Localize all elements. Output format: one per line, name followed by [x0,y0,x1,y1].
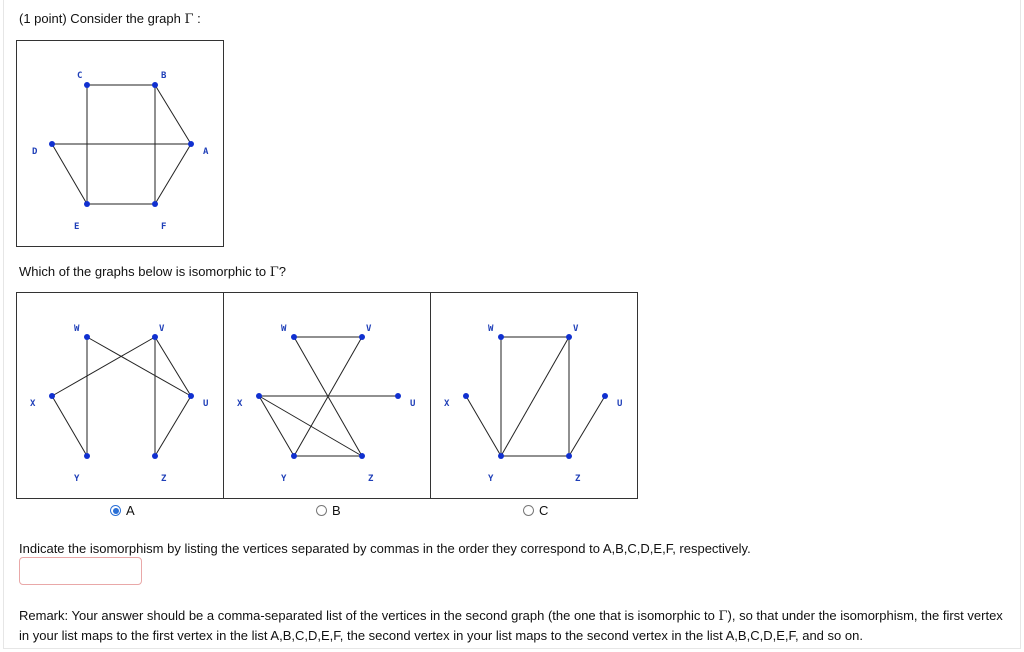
gamma-vertex-B [152,82,158,88]
choice-a-vertex-Y [84,453,90,459]
choice-a-vertex-label-Z: Z [161,474,167,484]
radio-option-b[interactable] [316,505,327,516]
choice-a-vertex-label-Y: Y [74,474,80,484]
choice-graph-b-canvas [224,293,430,498]
choice-a-vertex-W [84,334,90,340]
choice-b-vertex-U [395,393,401,399]
choice-a-vertex-V [152,334,158,340]
choice-c-vertex-label-V: V [573,324,579,334]
choice-b-vertex-label-W: W [281,324,287,334]
gamma-vertex-label-E: E [74,222,80,232]
gamma-symbol-2: Γ [269,265,279,280]
choice-b-vertex-label-Y: Y [281,474,287,484]
choice-b-vertex-label-Z: Z [368,474,374,484]
choice-c-vertex-X [463,393,469,399]
choice-c-vertex-U [602,393,608,399]
choice-b-vertex-label-U: U [410,399,416,409]
choice-b-vertex-label-V: V [366,324,372,334]
gamma-vertex-label-D: D [32,147,38,157]
choice-a-vertex-label-X: X [30,399,36,409]
graph-gamma-canvas [17,41,223,246]
option-b-label: B [332,503,341,518]
choice-b-vertex-V [359,334,365,340]
choice-c-vertex-Z [566,453,572,459]
choice-a-vertex-label-U: U [203,399,209,409]
choice-b-vertex-W [291,334,297,340]
remark-text [19,606,1004,645]
question-intro-suffix: : [193,11,201,26]
instruction-text: Indicate the isomorphism by listing the vertices separated by commas in the order they correspond to A,B,C,D,E,F, respectively. [19,541,751,556]
remark-part1: Remark: Your answer should be a comma-separated list of the vertices in the second graph (the one that is isomorphic to [19,608,719,623]
option-a-label: A [126,503,135,518]
gamma-vertex-label-C: C [77,71,83,81]
choice-b-edge-X-Z [259,396,362,456]
option-c[interactable] [523,503,548,518]
choice-graph-c [430,292,638,499]
choice-a-vertex-X [49,393,55,399]
gamma-edge-E-D [52,144,87,204]
gamma-vertex-A [188,141,194,147]
option-b[interactable] [316,503,341,518]
choice-c-vertex-W [498,334,504,340]
choice-c-vertex-label-X: X [444,399,450,409]
question-intro [19,11,201,27]
gamma-edge-B-A [155,85,191,144]
choice-a-edge-V-U [155,337,191,396]
choice-c-vertex-label-U: U [617,399,623,409]
choice-a-edge-X-Y [52,396,87,456]
gamma-vertex-label-A: A [203,147,209,157]
question-which-suffix: ? [278,264,286,279]
graph-gamma [16,40,224,247]
gamma-vertex-label-B: B [161,71,167,81]
choice-c-vertex-label-W: W [488,324,494,334]
gamma-vertex-F [152,201,158,207]
question-which-text: Which of the graphs below is isomorphic to [19,264,270,279]
gamma-vertex-E [84,201,90,207]
choice-a-vertex-label-V: V [159,324,165,334]
gamma-symbol-3: Γ [718,609,728,624]
choice-b-vertex-Y [291,453,297,459]
remark-part2: ), so that under the isomorphism, the first vertex in your list maps to the first vertex in the list A,B,C,D,E,F, the second vertex in your list maps to the second vertex in the list A,B,C,D,E,F, and so on. [19,608,1003,643]
gamma-edge-A-F [155,144,191,204]
choice-a-vertex-label-W: W [74,324,80,334]
gamma-vertex-label-F: F [161,222,167,232]
gamma-vertex-D [49,141,55,147]
choice-a-vertex-Z [152,453,158,459]
choice-c-edge-X-Y [466,396,501,456]
choice-graph-c-canvas [431,293,637,498]
gamma-vertex-C [84,82,90,88]
choice-c-vertex-label-Y: Y [488,474,494,484]
option-a[interactable] [110,503,135,518]
radio-option-a[interactable] [110,505,121,516]
choice-graph-a [16,292,224,499]
radio-option-c[interactable] [523,505,534,516]
choice-graph-a-canvas [17,293,223,498]
choice-b-vertex-label-X: X [237,399,243,409]
choice-b-edge-X-Y [259,396,294,456]
choice-a-edge-U-Z [155,396,191,456]
question-which [19,264,286,280]
choice-c-edge-V-Y [501,337,569,456]
choice-b-vertex-X [256,393,262,399]
answer-input[interactable] [19,557,142,585]
choice-c-vertex-label-Z: Z [575,474,581,484]
choice-c-vertex-V [566,334,572,340]
option-c-label: C [539,503,549,518]
choice-c-vertex-Y [498,453,504,459]
choice-c-edge-Z-U [569,396,605,456]
question-intro-text: (1 point) Consider the graph [19,11,185,26]
gamma-symbol: Γ [184,12,194,27]
choice-graph-b [223,292,431,499]
choice-a-vertex-U [188,393,194,399]
choice-b-vertex-Z [359,453,365,459]
